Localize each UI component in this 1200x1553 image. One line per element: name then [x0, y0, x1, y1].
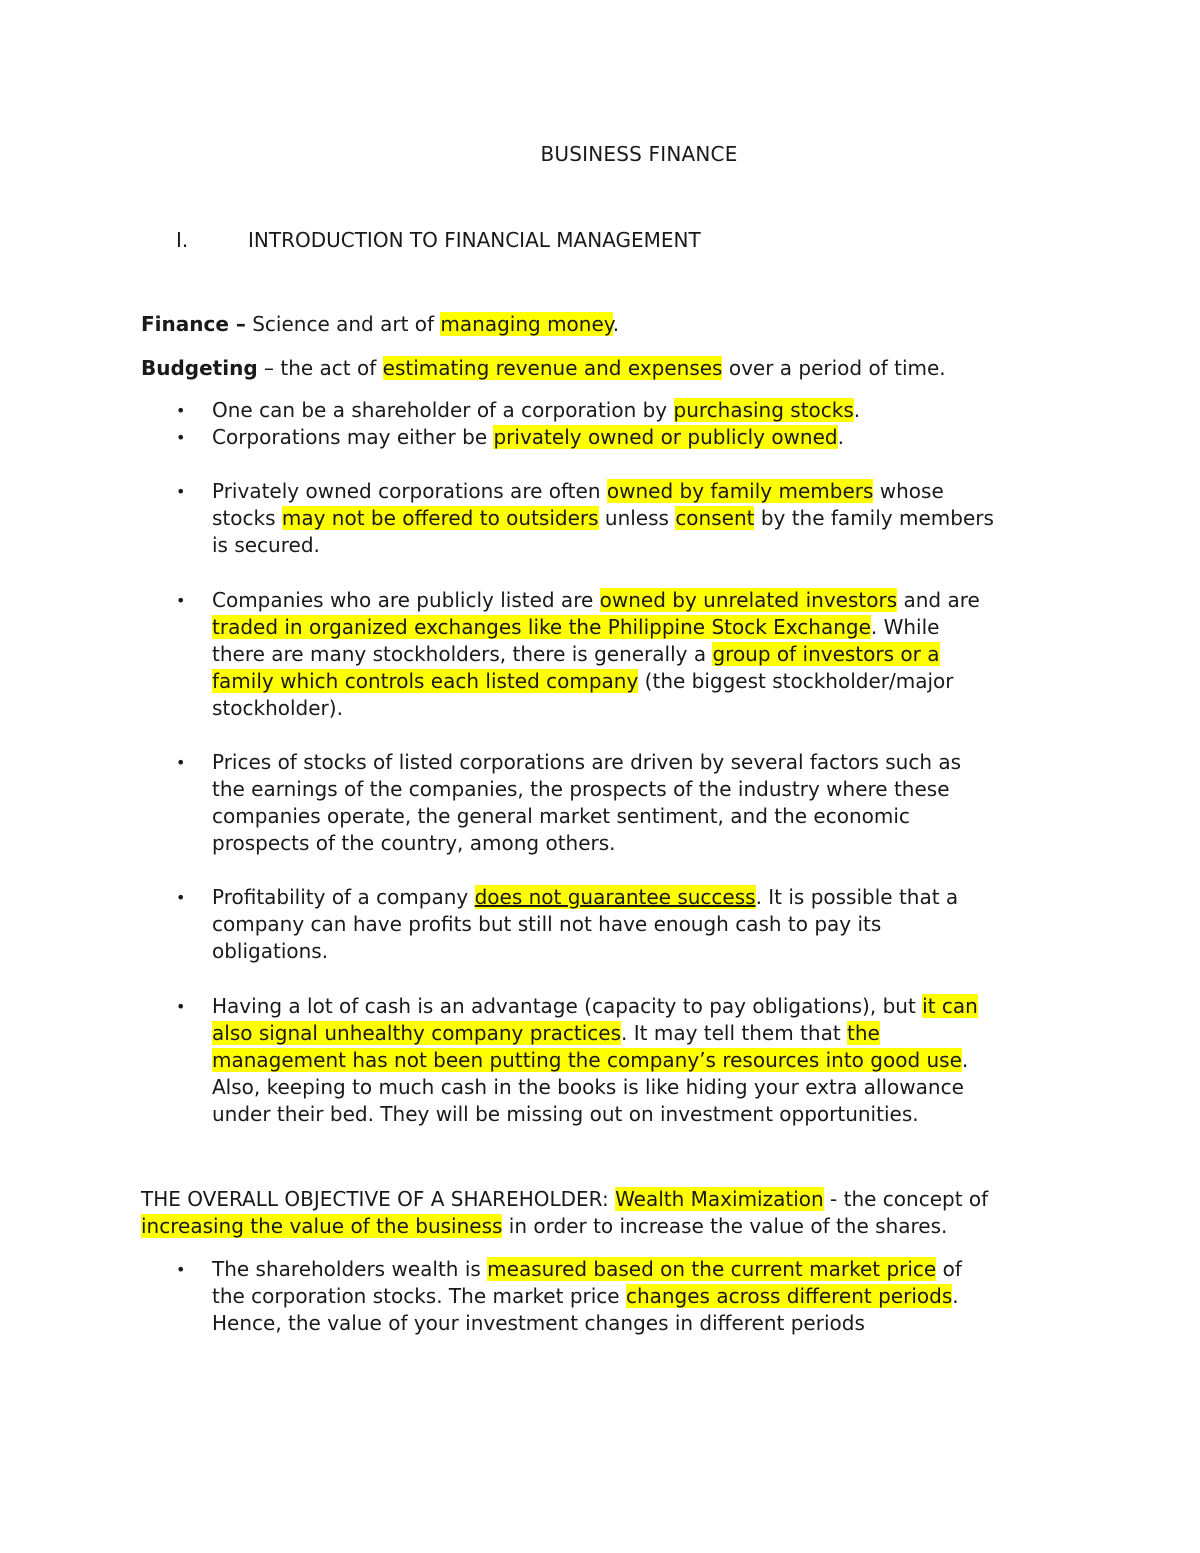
- bullet-text: [212, 749, 1062, 857]
- section-title: INTRODUCTION TO FINANCIAL MANAGEMENT: [248, 228, 701, 252]
- document-title: BUSINESS FINANCE: [540, 142, 738, 166]
- highlight: management has not been putting the company’s resources into good use: [212, 1048, 962, 1072]
- bullet-text: [212, 993, 1062, 1128]
- bullet-text: [212, 587, 1062, 722]
- text-span: . It is possible that a: [755, 885, 959, 909]
- text-span: there are many stockholders, there is generally a: [212, 642, 713, 666]
- text-span: of: [936, 1257, 962, 1281]
- budgeting-definition: [141, 355, 946, 382]
- budgeting-term: Budgeting: [141, 356, 258, 380]
- text-span: and are: [897, 588, 980, 612]
- text-span: over a period of time.: [722, 356, 946, 380]
- text-span: .: [952, 1284, 959, 1308]
- text-span: - the concept of: [823, 1187, 989, 1211]
- text-line: under their bed. They will be missing out on investment opportunities.: [212, 1102, 919, 1126]
- bullet-text: [212, 1256, 1062, 1337]
- text-span: .: [837, 425, 844, 449]
- highlight: owned by unrelated investors: [599, 588, 898, 612]
- text-span: .: [961, 1048, 969, 1072]
- highlight: does not guarantee success: [474, 885, 756, 909]
- text-span: Privately owned corporations are often: [212, 479, 607, 503]
- bullet-icon: •: [176, 888, 186, 907]
- text-span: . It may tell them that: [621, 1021, 848, 1045]
- bullet-icon: •: [176, 591, 186, 610]
- text-span: Science and art of: [245, 312, 441, 336]
- bullet-icon: •: [176, 401, 186, 420]
- section-number: I.: [176, 228, 189, 252]
- bullet-icon: •: [176, 1260, 186, 1279]
- objective-line-1: [141, 1186, 988, 1213]
- text-span: unless: [598, 506, 676, 530]
- finance-term: Finance –: [141, 312, 246, 336]
- bullet-icon: •: [176, 428, 186, 447]
- bullet-text: [212, 424, 1062, 451]
- text-line: company can have profits but still not have enough cash to pay its: [212, 912, 882, 936]
- highlight: also signal unhealthy company practices: [212, 1021, 622, 1045]
- objective-line-2: [141, 1213, 947, 1240]
- bullet-icon: •: [176, 997, 186, 1016]
- text-span: (the biggest stockholder/major: [638, 669, 954, 693]
- highlight: changes across different periods: [625, 1284, 953, 1308]
- bullet-icon: •: [176, 482, 186, 501]
- highlight: consent: [675, 506, 755, 530]
- highlight: managing money: [440, 312, 613, 336]
- text-line: Prices of stocks of listed corporations are driven by several factors such as: [212, 750, 962, 774]
- highlight: Wealth Maximization: [615, 1187, 824, 1211]
- text-line: is secured.: [212, 533, 320, 557]
- text-span: by the family members: [754, 506, 994, 530]
- text-span: The shareholders wealth is: [212, 1257, 488, 1281]
- highlight: group of investors or a: [712, 642, 940, 666]
- text-span: .: [612, 312, 620, 336]
- text-span: Companies who are publicly listed are: [212, 588, 600, 612]
- highlight: the: [847, 1021, 880, 1045]
- text-line: companies operate, the general market sentiment, and the economic: [212, 804, 910, 828]
- text-line: Hence, the value of your investment changes in different periods: [212, 1311, 865, 1335]
- bullet-text: [212, 884, 1062, 965]
- text-span: One can be a shareholder of a corporation by: [212, 398, 674, 422]
- text-span: whose: [873, 479, 944, 503]
- text-line: prospects of the country, among others.: [212, 831, 616, 855]
- text-span: .: [853, 398, 861, 422]
- text-span: THE OVERALL OBJECTIVE OF A SHAREHOLDER:: [141, 1187, 616, 1211]
- text-span: Profitability of a company: [212, 885, 475, 909]
- highlight: purchasing stocks: [673, 398, 854, 422]
- highlight: may not be offered to outsiders: [281, 506, 599, 530]
- bullet-text: [212, 478, 1062, 559]
- text-span: . While: [870, 615, 940, 639]
- highlight: it can: [922, 994, 978, 1018]
- text-span: the corporation stocks. The market price: [212, 1284, 626, 1308]
- highlight: traded in organized exchanges like the Philippine Stock Exchange: [212, 615, 871, 639]
- highlight: privately owned or publicly owned: [493, 425, 838, 449]
- text-line: the earnings of the companies, the prospects of the industry where these: [212, 777, 950, 801]
- highlight: estimating revenue and expenses: [382, 356, 723, 380]
- text-span: stocks: [212, 506, 282, 530]
- finance-definition: [141, 311, 619, 338]
- text-span: Corporations may either be: [212, 425, 494, 449]
- highlight: increasing the value of the business: [141, 1214, 503, 1238]
- text-span: Having a lot of cash is an advantage (capacity to pay obligations), but: [212, 994, 923, 1018]
- bullet-icon: •: [176, 753, 186, 772]
- text-span: in order to increase the value of the shares.: [502, 1214, 948, 1238]
- text-line: Also, keeping to much cash in the books is like hiding your extra allowance: [212, 1075, 964, 1099]
- bullet-text: [212, 397, 1062, 424]
- text-span: – the act of: [257, 356, 383, 380]
- highlight: measured based on the current market price: [487, 1257, 937, 1281]
- highlight: owned by family members: [606, 479, 874, 503]
- text-line: obligations.: [212, 939, 329, 963]
- section-heading: [176, 228, 701, 252]
- text-line: stockholder).: [212, 696, 343, 720]
- highlight: family which controls each listed company: [212, 669, 639, 693]
